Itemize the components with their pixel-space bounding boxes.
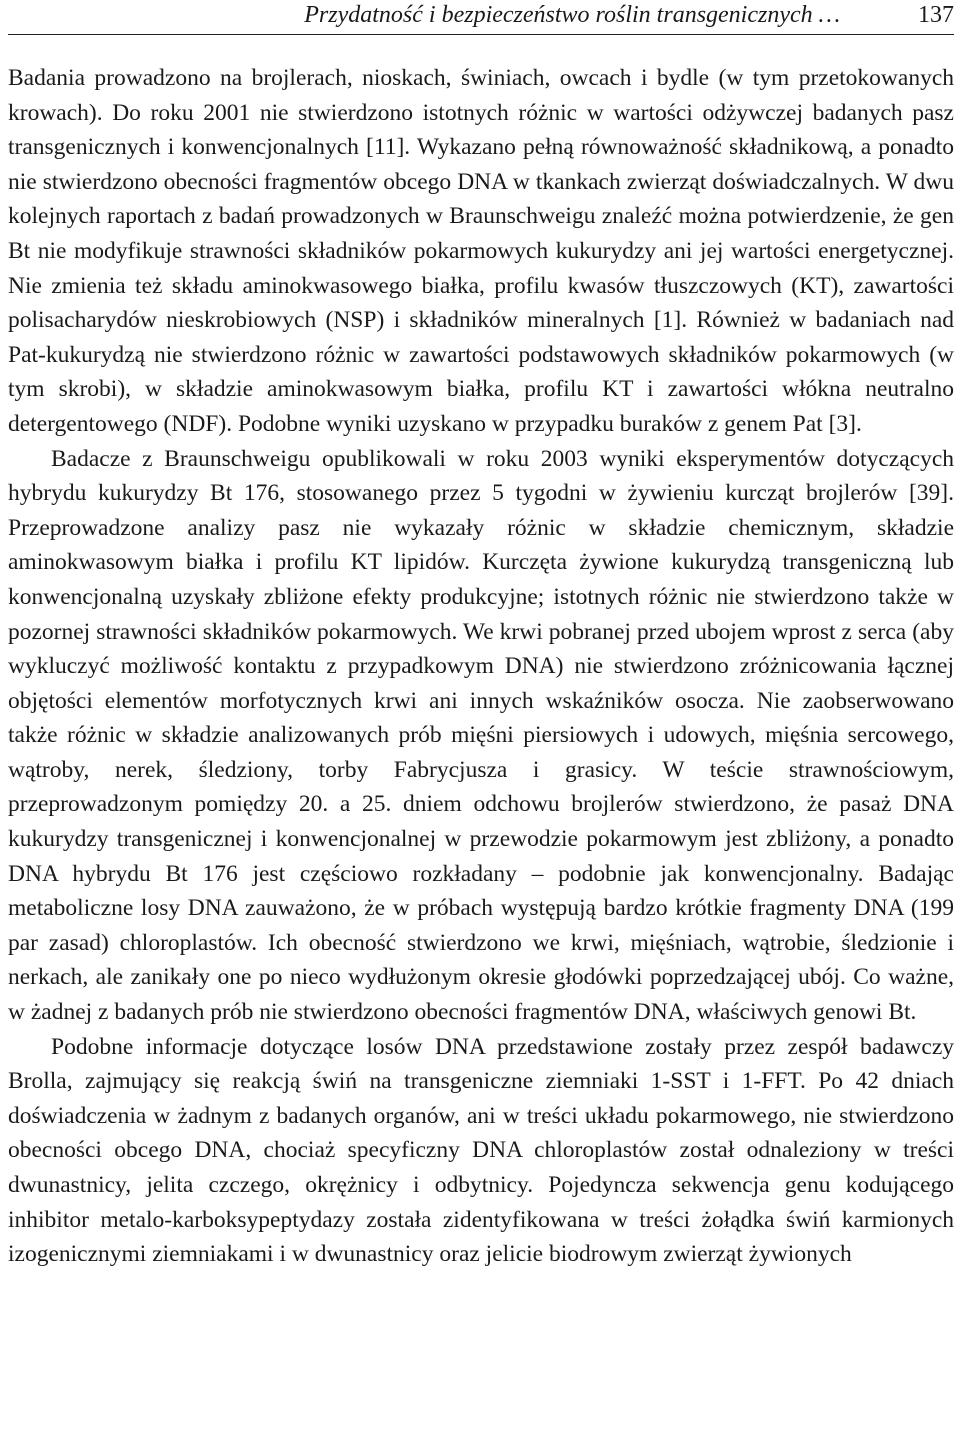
running-header	[8, 0, 954, 34]
paragraph-1: Badania prowadzono na brojlerach, nioskach, świniach, owcach i bydle (w tym przetokowanych krowach). Do roku 2001 nie stwierdzono istotnych różnic w wartości odżywczej badanych pasz transgenicznych i konwencjonalnych [11]. Wykazano pełną równoważność składnikową, a ponadto nie stwierdzono obecności fragmentów obcego DNA w tkankach zwierząt doświadczalnych. W dwu kolejnych raportach z badań prowadzonych w Braunschweigu znaleźć można potwierdzenie, że gen Bt nie modyfikuje strawności składników pokarmowych kukurydzy ani jej wartości energetycznej. Nie zmienia też składu aminokwasowego białka, profilu kwasów tłuszczowych (KT), zawartości polisacharydów nieskrobiowych (NSP) i składników mineralnych [1]. Również w badaniach nad Pat-kukurydzą nie stwierdzono różnic w zawartości podstawowych składników pokarmowych (w tym skrobi), w składzie aminokwasowym białka, profilu KT i zawartości włókna neutralno detergentowego (NDF). Podobne wyniki uzyskano w przypadku buraków z genem Pat [3].	[8, 65, 954, 437]
document-page	[8, 0, 954, 1455]
paragraph-3: Podobne informacje dotyczące losów DNA przedstawione zostały przez zespół badawczy Brolla, zajmujący się reakcją świń na transgeniczne ziemniaki 1-SST i 1-FFT. Po 42 dniach doświadczenia w żadnym z badanych organów, ani w treści układu pokarmowego, nie stwierdzono obecności obcego DNA, chociaż specyficzny DNA chloroplastów został odnaleziony w treści dwunastnicy, jelita czczego, okrężnicy i odbytnicy. Pojedyncza sekwencja genu kodującego inhibitor metalo-karboksypeptydazy została zidentyfikowana w treści żołądka świń karmionych izogenicznymi ziemniakami i w dwunastnicy oraz jelicie biodrowym zwierząt żywionych	[8, 1033, 954, 1268]
page-number: 137	[918, 2, 954, 28]
paragraph-2: Badacze z Braunschweigu opublikowali w roku 2003 wyniki eksperymentów dotyczących hybrydu kukurydzy Bt 176, stosowanego przez 5 tygodni w żywieniu kurcząt brojlerów [39]. Przeprowadzone analizy pasz nie wykazały różnic w składzie chemicznym, składzie aminokwasowym białka i profilu KT lipidów. Kurczęta żywione kukurydzą transgeniczną lub konwencjonalną uzyskały zbliżone efekty produkcyjne; istotnych różnic nie stwierdzono także w pozornej strawności składników pokarmowych. We krwi pobranej przed ubojem wprost z serca (aby wykluczyć możliwość kontaktu z przypadkowym DNA) nie stwierdzono zróżnicowania łącznej objętości elementów morfotycznych krwi ani innych wskaźników osocza. Nie zaobserwowano także różnic w składzie analizowanych prób mięśni piersiowych i udowych, mięśnia sercowego, wątroby, nerek, śledziony, torby Fabrycjusza i grasicy. W teście strawnościowym, przeprowadzonym pomiędzy 20. a 25. dniem odchowu brojlerów stwierdzono, że pasaż DNA kukurydzy transgenicznej i konwencjonalnej w przewodzie pokarmowym jest zbliżony, a ponadto DNA hybrydu Bt 176 jest częściowo rozkładany – podobnie jak konwencjonalny. Badając metaboliczne losy DNA zauważono, że w próbach występują bardzo krótkie fragmenty DNA (199 par zasad) chloroplastów. Ich obecność stwierdzono we krwi, mięśniach, wątrobie, śledzionie i nerkach, ale zanikały one po nieco wydłużonym okresie głodówki poprzedzającej ubój. Co ważne, w żadnej z badanych prób nie stwierdzono obecności fragmentów DNA, właściwych genowi Bt.	[8, 445, 954, 1026]
running-title: Przydatność i bezpieczeństwo roślin transgenicznych …	[304, 2, 840, 28]
body-text	[8, 61, 954, 1272]
header-rule	[8, 34, 954, 35]
